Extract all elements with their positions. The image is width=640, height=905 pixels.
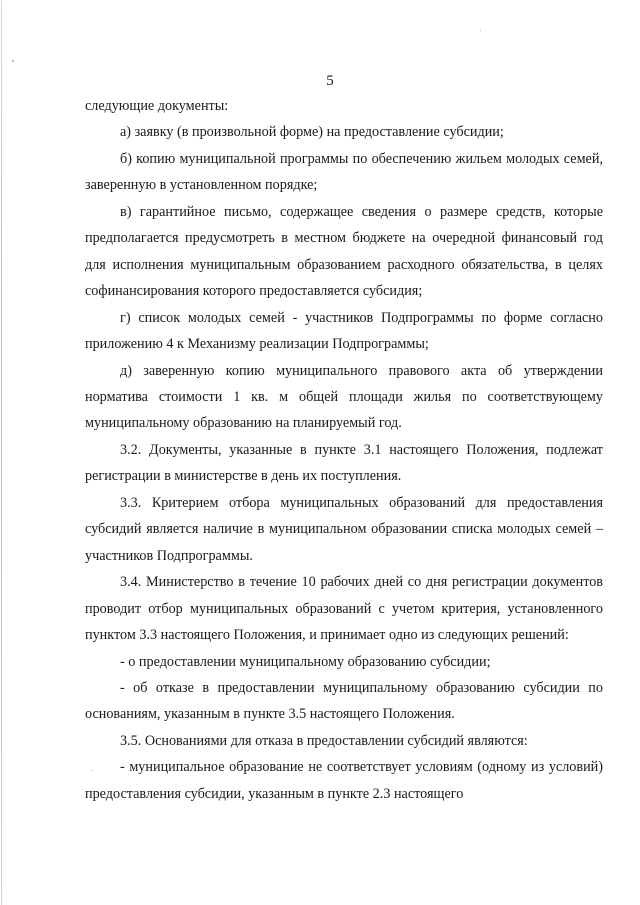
- paragraph: - об отказе в предоставлении муниципальному образованию субсидии по основаниям, указанным в пункте 3.5 настоящего Положения.: [85, 679, 603, 723]
- scan-speck: [480, 30, 481, 31]
- scan-edge-line: [1, 0, 2, 905]
- paragraph: 3.4. Министерство в течение 10 рабочих дней со дня регистрации документов проводит отбор муниципальных образований с учетом критерия, установленного пунктом 3.3 настоящего Положения, и принимает одно из следующих решений:: [85, 574, 603, 644]
- paragraph: - о предоставлении муниципальному образованию субсидии;: [120, 653, 491, 670]
- paragraph: б) копию муниципальной программы по обеспечению жильем молодых семей, заверенную в установленном порядке;: [85, 150, 603, 194]
- paragraph: 3.5. Основаниями для отказа в предоставлении субсидий являются:: [120, 732, 528, 749]
- paragraph: д) заверенную копию муниципального правового акта об утверждении норматива стоимости 1 кв. м общей площади жилья по соответствующему муниципальному образованию на планируемый год.: [85, 362, 603, 432]
- paragraph: 3.3. Критерием отбора муниципальных образований для предоставления субсидий является наличие в муниципальном образовании списка молодых семей – участников Подпрограммы.: [85, 494, 603, 564]
- paragraph: а) заявку (в произвольной форме) на предоставление субсидии;: [120, 124, 504, 141]
- paragraph: г) список молодых семей - участников Подпрограммы по форме согласно приложению 4 к Механизму реализации Подпрограммы;: [85, 309, 603, 353]
- paragraph: следующие документы:: [85, 98, 229, 114]
- paragraph: - муниципальное образование не соответствует условиям (одному из условий) предоставления субсидии, указанным в пункте 2.3 настоящего: [85, 759, 603, 802]
- scan-speck: [12, 60, 14, 62]
- paragraph: 3.2. Документы, указанные в пункте 3.1 настоящего Положения, подлежат регистрации в министерстве в день их поступления.: [85, 441, 603, 485]
- document-body: [85, 93, 603, 807]
- page-number: 5: [326, 73, 334, 89]
- paragraph: в) гарантийное письмо, содержащее сведения о размере средств, которые предполагается предусмотреть в местном бюджете на очередной финансовый год для исполнения муниципальным образованием расходного обязательства, в целях софинансирования которого предоставляется субсидия;: [85, 203, 603, 300]
